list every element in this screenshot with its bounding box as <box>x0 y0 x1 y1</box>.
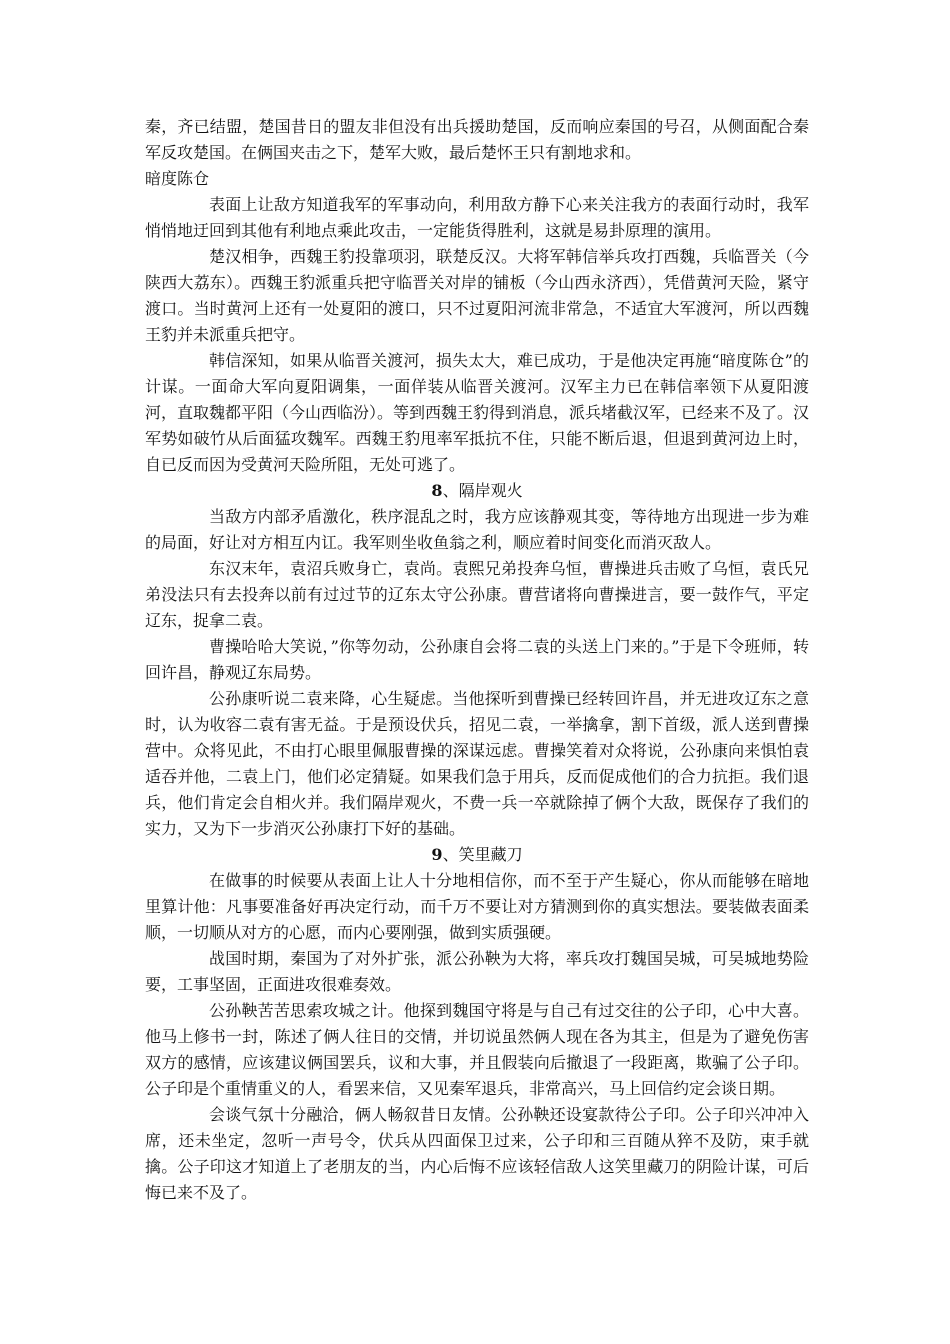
section-7-paragraph-3: 韩信深知，如果从临晋关渡河，损失太大，难已成功，于是他决定再施“暗度陈仓”的计谋。一面命大军向夏阳调集，一面佯装从临晋关渡河。汉军主力已在韩信率领下从夏阳渡河，直取魏都平阳（今山西临汾）。等到西魏王豹得到消息，派兵堵截汉军，已经来不及了。汉军势如破竹从后面猛攻魏军。西魏王豹甩率军抵抗不住，只能不断后退，但退到黄河边上时，自已反而因为受黄河天险所阻，无处可逃了。 <box>145 351 810 474</box>
section-8-paragraph-4: 公孙康听说二袁来降，心生疑虑。当他探听到曹操已经转回许昌，并无进攻辽东之意时，认为收容二袁有害无益。于是预设伏兵，招见二袁，一举擒拿，割下首级，派人送到曹操营中。众将见此，不由打心眼里佩服曹操的深谋远虑。曹操笑着对众将说，公孙康向来惧怕袁适吞并他，二袁上门，他们必定猜疑。如果我们急于用兵，反而促成他们的合力抗拒。我们退兵，他们肯定会自相火并。我们隔岸观火，不费一兵一卒就除掉了俩个大敌，既保存了我们的实力，又为下一步消灭公孙康打下好的基础。 <box>145 689 809 838</box>
section-9-paragraph-3: 公孙鞅苦苦思索攻城之计。他探到魏国守将是与自己有过交往的公子印，心中大喜。他马上修书一封，陈述了俩人往日的交情，并切说虽然俩人现在各为其主，但是为了避免伤害双方的感情，应该建议俩国罢兵，议和大事，并且假装向后撤退了一段距离，欺骗了公子印。公子印是个重情重义的人，看罢来信，又见秦军退兵，非常高兴，马上回信约定会谈日期。 <box>145 1001 809 1098</box>
section-heading-ge-an-guan-huo <box>145 478 809 504</box>
section-8-paragraph-3: 曹操哈哈大笑说，”你等勿动，公孙康自会将二袁的头送上门来的。”于是下令班师，转回许昌，静观辽东局势。 <box>145 637 809 682</box>
section-title: 、隔岸观火 <box>442 481 523 500</box>
section-9-paragraph-2: 战国时期，秦国为了对外扩张，派公孙鞅为大将，率兵攻打魏国吴城，可吴城地势险要，工事坚固，正面进攻很难奏效。 <box>145 949 809 994</box>
paragraph-intro: 秦，齐已结盟，楚国昔日的盟友非但没有出兵援助楚国，反而响应秦国的号召，从侧面配合秦军反攻楚国。在俩国夹击之下，楚军大败，最后楚怀王只有割地求和。 <box>145 117 809 162</box>
section-number: 9 <box>431 845 443 864</box>
section-8-paragraph-1: 当敌方内部矛盾激化，秩序混乱之时，我方应该静观其变，等待地方出现进一步为难的局面，好让对方相互内讧。我军则坐收鱼翁之利，顺应着时间变化而消灭敌人。 <box>145 507 809 552</box>
section-7-paragraph-2: 楚汉相争，西魏王豹投靠项羽，联楚反汉。大将军韩信举兵攻打西魏，兵临晋关（今陕西大荔东）。西魏王豹派重兵把守临晋关对岸的铺板（今山西永济西），凭借黄河天险，紧守渡口。当时黄河上还有一处夏阳的渡口，只不过夏阳河流非常急，不适宜大军渡河，所以西魏王豹并未派重兵把守。 <box>145 247 809 344</box>
section-heading-xiao-li-cang-dao <box>145 842 809 868</box>
section-9-paragraph-4: 会谈气氛十分融洽，俩人畅叙昔日友情。公孙鞅还设宴款待公子印。公子印兴冲冲入席，还未坐定，忽听一声号令，伏兵从四面保卫过来，公子印和三百随从猝不及防，束手就擒。公子印这才知道上了老朋友的当，内心后悔不应该轻信敌人这笑里藏刀的阴险计谋，可后悔已来不及了。 <box>145 1105 809 1202</box>
section-7-paragraph-1: 表面上让敌方知道我军的军事动向，利用敌方静下心来关注我方的表面行动时，我军悄悄地迂回到其他有利地点乘此攻击，一定能货得胜利，这就是易卦原理的演用。 <box>145 195 809 240</box>
section-9-paragraph-1: 在做事的时候要从表面上让人十分地相信你，而不至于产生疑心，你从而能够在暗地里算计他：凡事要准备好再决定行动，而千万不要让对方猜测到你的真实想法。要装做表面柔顺，一切顺从对方的心愿，而内心要刚强，做到实质强硬。 <box>145 871 809 942</box>
document-body <box>145 114 809 1206</box>
section-title: 、笑里藏刀 <box>442 845 523 864</box>
section-heading-an-du-chen-cang: 暗度陈仓 <box>145 169 210 188</box>
section-number: 8 <box>431 481 443 500</box>
section-8-paragraph-2: 东汉末年，袁沼兵败身亡，袁尚。袁熙兄弟投奔乌恒，曹操进兵击败了乌恒，袁氏兄弟没法只有去投奔以前有过过节的辽东太守公孙康。曹营诸将向曹操进言，要一鼓作气，平定辽东，捉拿二袁。 <box>145 559 809 630</box>
